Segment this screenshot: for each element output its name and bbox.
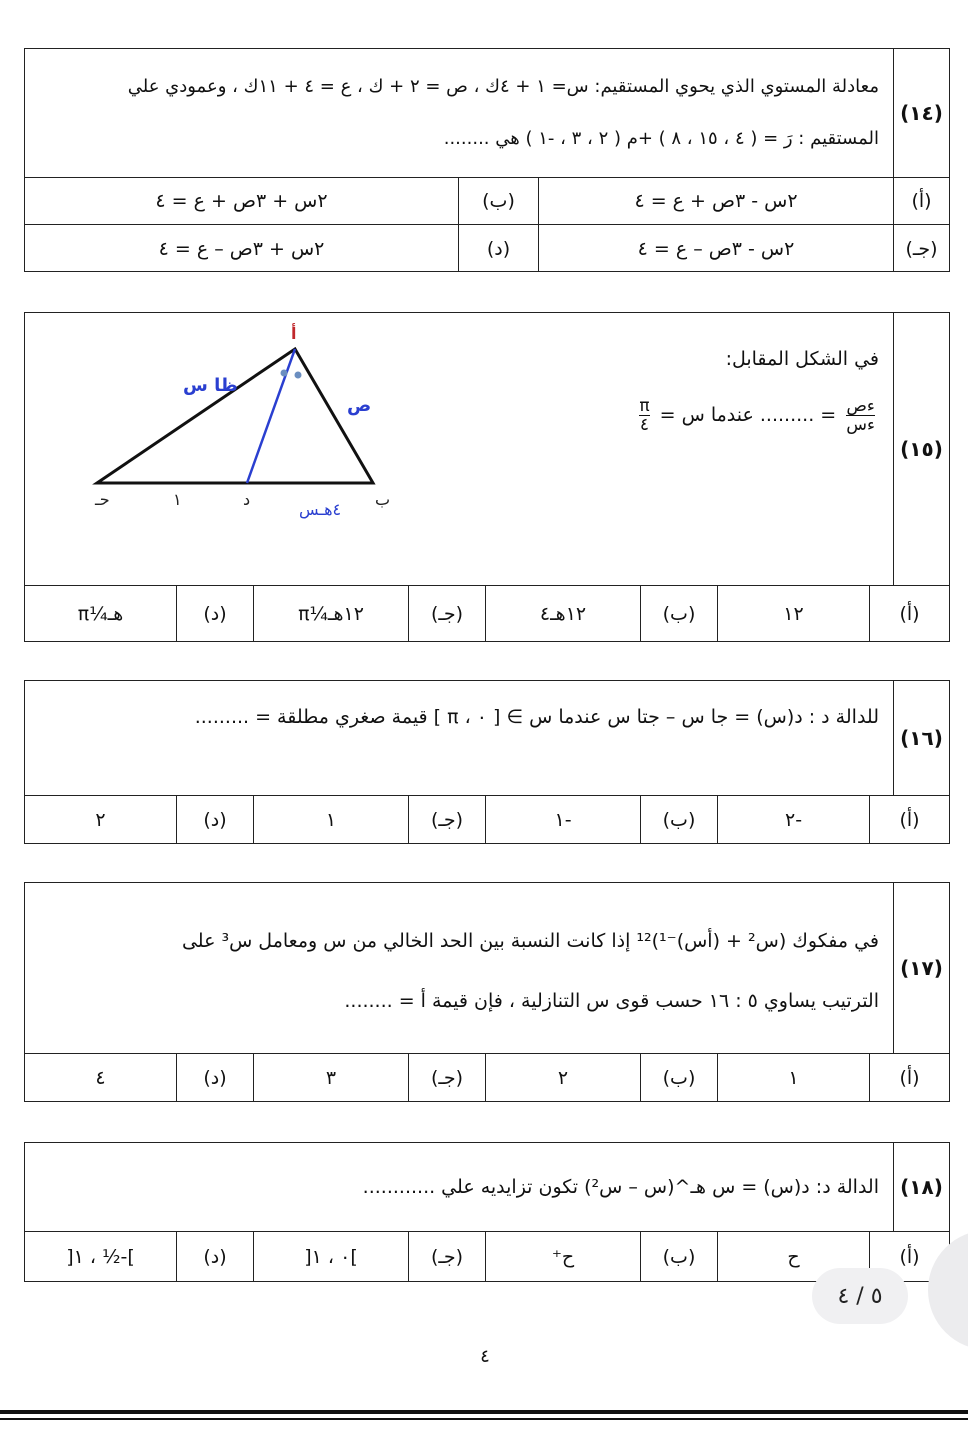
option-d-text[interactable]: ٢	[95, 809, 106, 831]
denominator: ٤	[639, 415, 650, 435]
stem-line: في الشكل المقابل:	[725, 348, 879, 370]
option-c-text[interactable]: ١٢هـ¼π	[253, 586, 408, 642]
option-c-text[interactable]: ١	[253, 796, 408, 844]
option-c-label[interactable]: (جـ)	[408, 586, 485, 642]
option-c-text[interactable]: ٣	[253, 1054, 408, 1102]
option-b-label[interactable]: (ب)	[640, 1232, 717, 1282]
vertex-d-label: د	[243, 490, 251, 509]
option-a-text[interactable]: ح	[717, 1232, 869, 1282]
question-stem	[25, 1143, 893, 1231]
triangle-shape	[97, 349, 373, 483]
segment-db-label: ٤هـس	[299, 500, 342, 519]
side-ac-label: ظا س	[183, 375, 238, 396]
option-b-label[interactable]: (ب)	[458, 178, 538, 224]
option-d-label[interactable]: (د)	[176, 1232, 253, 1282]
angle-marker	[281, 370, 288, 377]
stem-line: معادلة المستوي الذي يحوي المستقيم: س= ١ + ٤ك ، ص = ٢ + ك ، ع = ٤ + ١١ك ، وعمودي علي	[127, 76, 879, 97]
question-14	[24, 48, 950, 272]
question-17	[24, 882, 950, 1102]
option-a-label[interactable]: (أ)	[869, 1054, 949, 1102]
stem-line: المستقيم : رَ = ( ٤ ، ١٥ ، ٨ ) +م ( ٢ ، ٣ ، -١ ) هي ........	[443, 128, 879, 149]
question-stem	[25, 681, 893, 795]
option-c-text[interactable]: ٢س - ٣ص – ع = ٤	[538, 225, 893, 272]
option-b-text[interactable]: -١	[485, 796, 640, 844]
options-row	[25, 224, 949, 272]
option-b-label[interactable]: (ب)	[640, 1054, 717, 1102]
question-stem	[25, 49, 893, 177]
option-b-label[interactable]: (ب)	[640, 586, 717, 642]
option-a-text[interactable]: -٢	[717, 796, 869, 844]
question-15	[24, 312, 950, 642]
option-d-text[interactable]: ٢س + ٣ص – ع = ٤	[158, 237, 325, 260]
options-row	[25, 795, 949, 844]
triangle-figure	[85, 319, 405, 539]
footer-rule	[0, 1418, 968, 1420]
question-number: (١٥)	[893, 313, 949, 585]
option-a-text[interactable]: ١	[717, 1054, 869, 1102]
footer-rule	[0, 1410, 968, 1414]
option-b-text[interactable]: ١٢هـ٤	[485, 586, 640, 642]
median-line	[247, 349, 295, 483]
question-number: (١٦)	[893, 681, 949, 795]
stem-line	[399, 395, 879, 435]
question-18	[24, 1142, 950, 1282]
denominator: ءس	[846, 415, 875, 435]
footer-page-number: ٤	[480, 1346, 490, 1367]
options-row	[25, 1053, 949, 1102]
stem-line: في مفكوك (س² + (أس)⁻¹)¹² إذا كانت النسبة بين الحد الخالي من س ومعامل س³ على	[181, 930, 879, 952]
option-c-text[interactable]: ]٠ ، ١[	[253, 1232, 408, 1282]
stem-line: للدالة د : د(س) = جا س – جتا س عندما س ∋ [ ٠ ، π ] قيمة صغري مطلقة = .........	[194, 706, 879, 728]
option-d-label[interactable]: (د)	[176, 586, 253, 642]
option-a-label[interactable]: (أ)	[869, 1232, 949, 1282]
numerator: ءص	[846, 396, 875, 416]
pi-over-four	[639, 397, 649, 434]
question-number: (١٧)	[893, 883, 949, 1053]
question-stem	[385, 313, 893, 585]
option-c-label[interactable]: (جـ)	[893, 225, 949, 272]
option-b-label[interactable]: (ب)	[640, 796, 717, 844]
option-b-text[interactable]: ح⁺	[485, 1232, 640, 1282]
angle-marker	[295, 372, 302, 379]
option-b-text[interactable]: ٢	[485, 1054, 640, 1102]
numerator: π	[639, 396, 650, 416]
option-d-text[interactable]: ]-½ ، ١[	[66, 1246, 135, 1268]
equation-middle: = ......... عندما س =	[659, 404, 837, 426]
question-stem	[25, 883, 893, 1053]
option-a-text[interactable]: ١٢	[717, 586, 869, 642]
options-row	[25, 585, 949, 642]
option-d-label[interactable]: (د)	[458, 225, 538, 272]
segment-cd-label: ١	[173, 490, 182, 509]
derivative-fraction	[846, 397, 875, 434]
question-number: (١٤)	[893, 49, 949, 177]
question-16	[24, 680, 950, 844]
option-c-label[interactable]: (جـ)	[408, 796, 485, 844]
options-row	[25, 1231, 949, 1282]
option-d-text[interactable]: ٤	[95, 1067, 106, 1089]
option-d-text[interactable]: هـ¼π	[77, 603, 124, 625]
options-row	[25, 177, 949, 224]
option-a-text[interactable]: ٢س - ٣ص + ع = ٤	[538, 178, 893, 224]
stem-line: الدالة د: د(س) = س هـ^(س – س²) تكون تزايديه علي ............	[362, 1176, 879, 1198]
option-c-label[interactable]: (جـ)	[408, 1054, 485, 1102]
stem-line: الترتيب يساوي ٥ : ١٦ حسب قوى س التنازلية ، فإن قيمة أ = ........	[344, 990, 879, 1012]
page-indicator-badge: ٥ / ٤	[812, 1268, 908, 1324]
option-a-label[interactable]: (أ)	[869, 586, 949, 642]
vertex-a-label: أ	[291, 324, 297, 343]
option-b-text[interactable]: ٢س + ٣ص + ع = ٤	[155, 190, 328, 212]
vertex-b-label: ب	[375, 490, 391, 509]
option-d-label[interactable]: (د)	[176, 1054, 253, 1102]
option-c-label[interactable]: (جـ)	[408, 1232, 485, 1282]
side-ab-label: ص	[347, 395, 372, 416]
option-a-label[interactable]: (أ)	[893, 178, 949, 224]
option-a-label[interactable]: (أ)	[869, 796, 949, 844]
question-number: (١٨)	[893, 1143, 949, 1231]
vertex-c-label: حـ	[95, 490, 110, 509]
option-d-label[interactable]: (د)	[176, 796, 253, 844]
